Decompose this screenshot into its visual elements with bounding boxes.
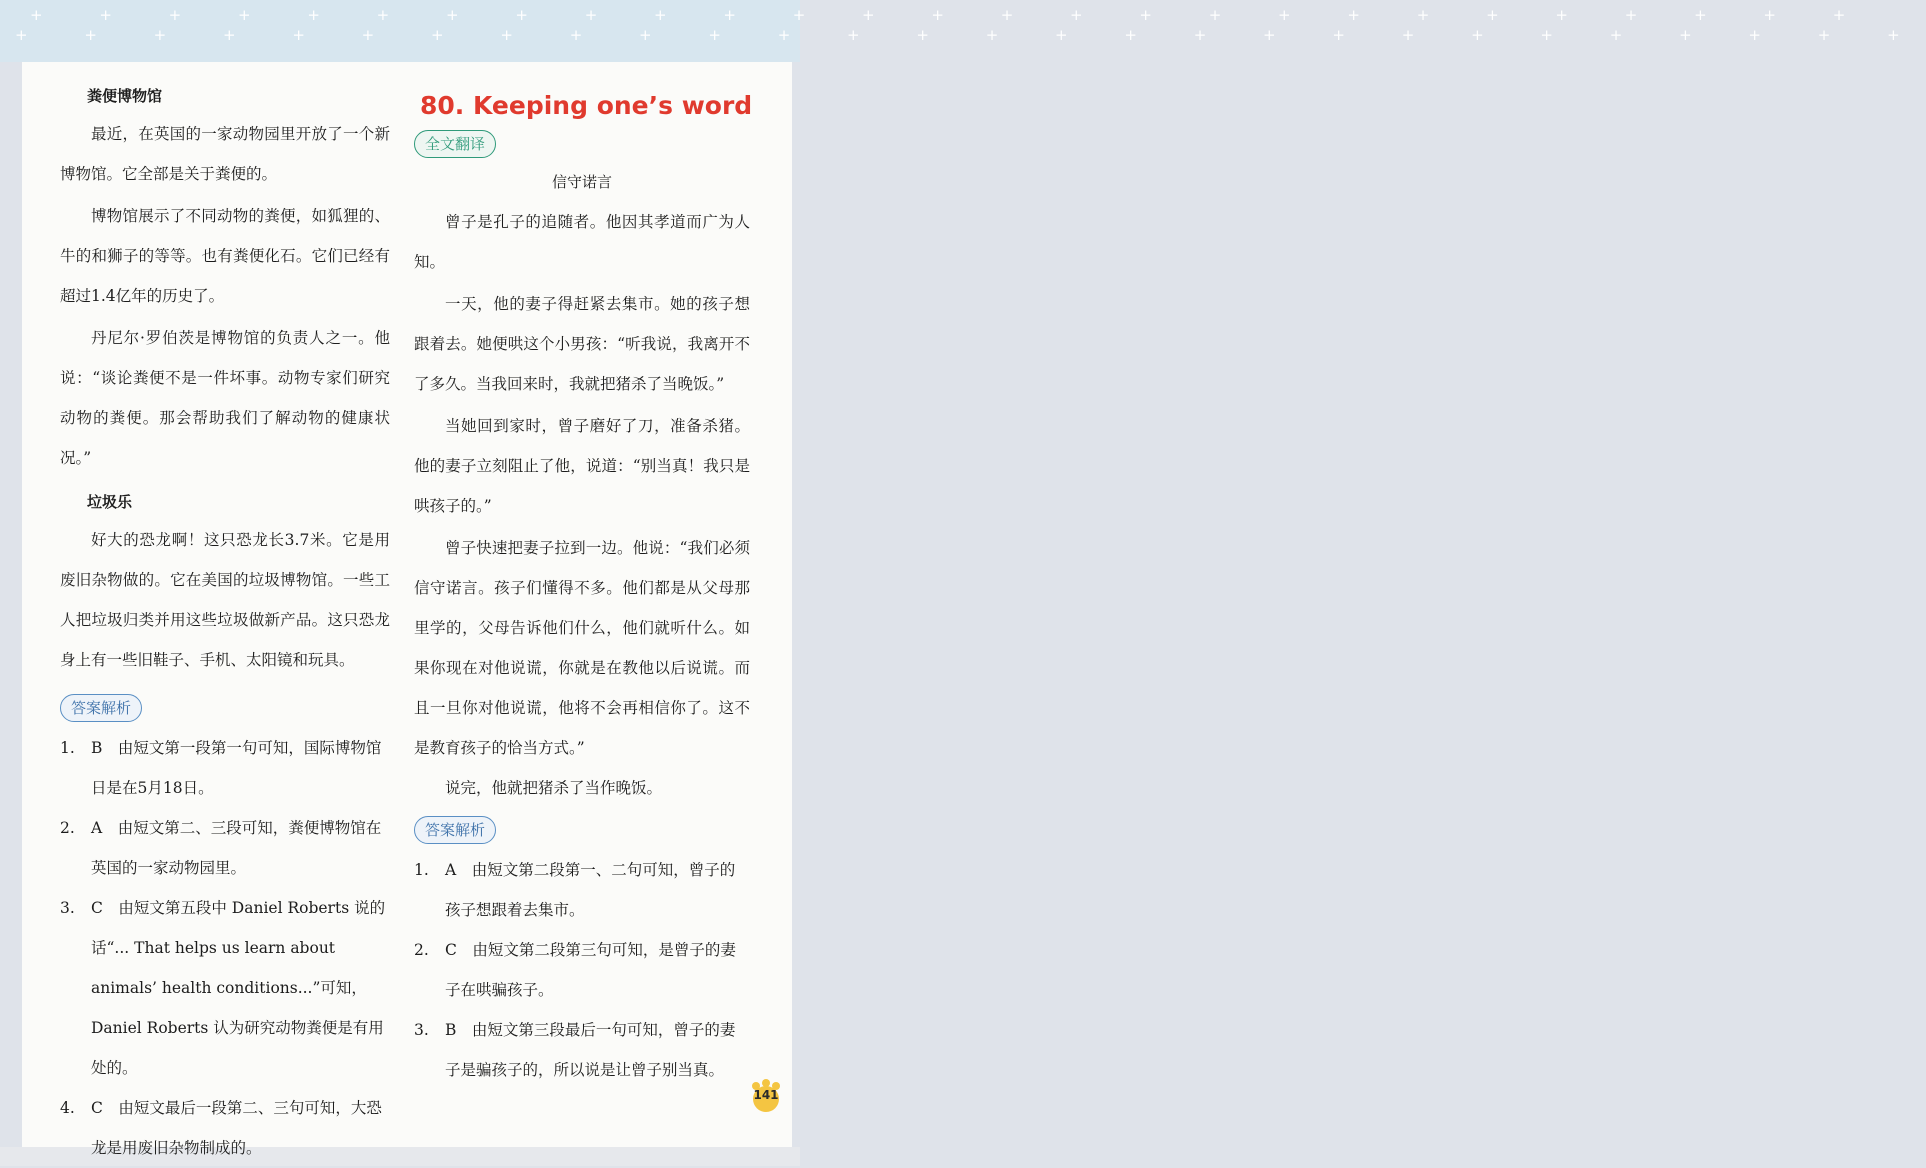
- page-number: 141: [753, 1088, 779, 1102]
- section-title-poo-museum: 粪便博物馆: [87, 87, 163, 105]
- translation-title: 信守诺言: [551, 173, 612, 191]
- paragraph: 当她回到家时，曾子磨好了刀，准备杀猪。他的妻子立刻阻止了他，说道：“别当真！我只是哄孩子的。”: [414, 417, 750, 515]
- answers-label: 答案解析: [414, 816, 496, 844]
- lesson-title: 80. Keeping one’s word: [420, 91, 753, 120]
- paragraph: 曾子是孔子的追随者。他因其孝道而广为人知。: [414, 213, 750, 271]
- answer-item: 4. C 由短文最后一段第二、三句可知，大恐龙是用废旧杂物制成的。: [60, 1099, 382, 1157]
- right-column: [414, 78, 753, 1090]
- section-title-junk-fun: 垃圾乐: [87, 493, 133, 511]
- paragraph: 说完，他就把猪杀了当作晚饭。: [445, 779, 663, 797]
- answer-item: 1. A 由短文第二段第一、二句可知，曾子的孩子想跟着去集市。: [414, 861, 736, 919]
- paragraph: 博物馆展示了不同动物的粪便，如狐狸的、牛的和狮子的等等。也有粪便化石。它们已经有超过1.4亿年的历史了。: [60, 207, 390, 305]
- answer-item: 2. C 由短文第二段第三句可知，是曾子的妻子在哄骗孩子。: [414, 941, 736, 999]
- paragraph: 曾子快速把妻子拉到一边。他说：“我们必须信守诺言。孩子们懂得不多。他们都是从父母那里学的，父母告诉他们什么，他们就听什么。如果你现在对他说谎，你就是在教他以后说谎。而且一旦你对他说谎，他将不会再相信你了。这不是教育孩子的恰当方式。”: [414, 539, 750, 757]
- paragraph: 丹尼尔·罗伯茨是博物馆的负责人之一。他说：“谈论粪便不是一件坏事。动物专家们研究动物的粪便。那会帮助我们了解动物的健康状况。”: [60, 329, 390, 467]
- answers-label: 答案解析: [60, 694, 142, 722]
- answer-item: 1. B 由短文第一段第一句可知，国际博物馆日是在5月18日。: [60, 739, 382, 797]
- left-column: [60, 78, 390, 1168]
- answer-item: 2. A 由短文第二、三段可知，粪便博物馆在英国的一家动物园里。: [60, 819, 382, 877]
- plus-pattern: + + + + + + + + + + + + + + + + + + + + + + + + + + +: [30, 6, 1872, 24]
- paragraph: 好大的恐龙啊！这只恐龙长3.7米。它是用废旧杂物做的。它在美国的垃圾博物馆。一些工人把垃圾归类并用这些垃圾做新产品。这只恐龙身上有一些旧鞋子、手机、太阳镜和玩具。: [60, 531, 390, 669]
- answer-item: 3. B 由短文第三段最后一句可知，曾子的妻子是骗孩子的，所以说是让曾子别当真。: [414, 1021, 736, 1079]
- top-decorative-band: [0, 0, 1926, 62]
- paragraph: 最近，在英国的一家动物园里开放了一个新博物馆。它全部是关于粪便的。: [60, 125, 390, 183]
- translation-label: 全文翻译: [414, 130, 496, 158]
- answer-item: 3. C 由短文第五段中 Daniel Roberts 说的话“... That helps us learn about animals’ health conditions...”可知，Daniel Roberts 认为研究动物粪便是有用处的。: [60, 899, 386, 1077]
- plus-pattern: + + + + + + + + + + + + + + + + + + + + + + + + + + + +: [15, 26, 1926, 44]
- paragraph: 一天，他的妻子得赶紧去集市。她的孩子想跟着去。她便哄这个小男孩：“听我说，我离开不了多久。当我回来时，我就把猪杀了当晚饭。”: [414, 295, 750, 393]
